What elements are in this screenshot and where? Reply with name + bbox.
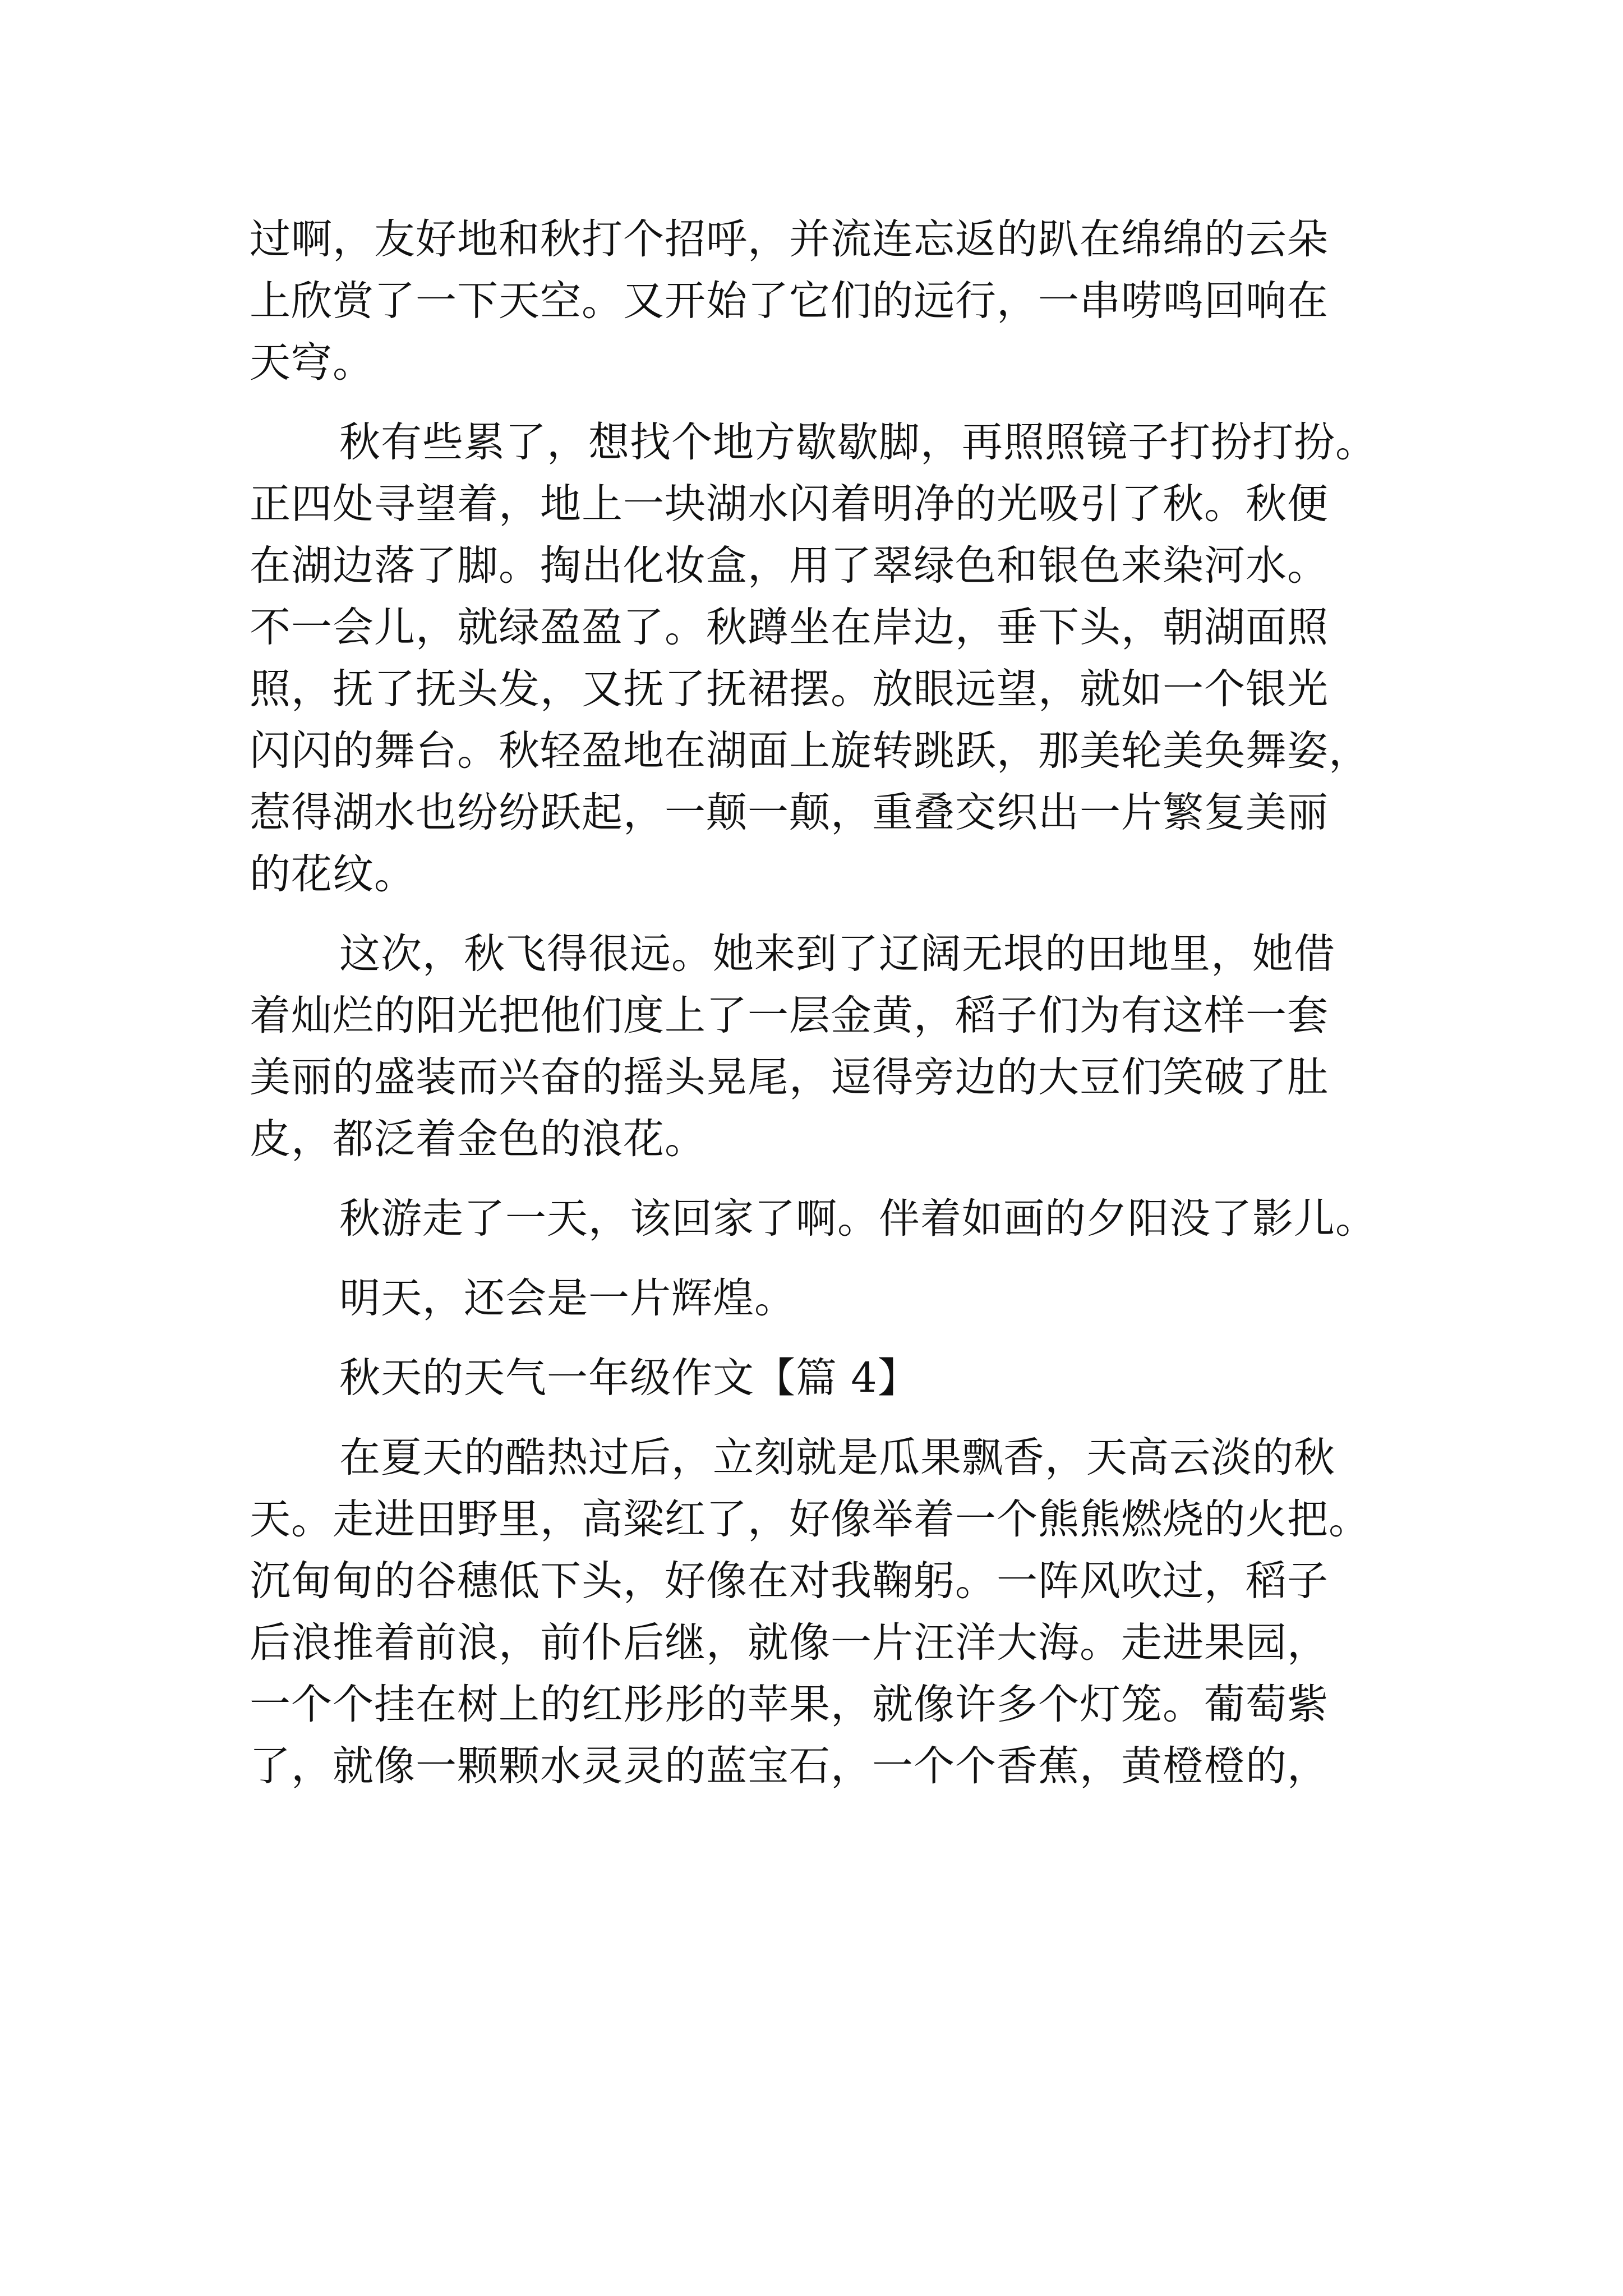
text-line: 不一会儿，就绿盈盈了。秋蹲坐在岸边，垂下头，朝湖面照 (250, 604, 1329, 651)
text-line: 了，就像一颗颗水灵灵的蓝宝石，一个个香蕉，黄橙橙的， (250, 1742, 1329, 1790)
text-line: 后浪推着前浪，前仆后继，就像一片汪洋大海。走进果园， (250, 1619, 1329, 1667)
section-heading: 秋天的天气一年级作文【篇 4】 (339, 1354, 919, 1402)
text-line: 惹得湖水也纷纷跃起，一颠一颠，重叠交织出一片繁复美丽 (250, 789, 1329, 836)
text-line: 皮，都泛着金色的浪花。 (250, 1115, 706, 1163)
text-line: 这次，秋飞得很远。她来到了辽阔无垠的田地里，她借 (339, 930, 1335, 978)
text-line: 沉甸甸的谷穗低下头，好像在对我鞠躬。一阵风吹过，稻子 (250, 1557, 1329, 1605)
text-line: 一个个挂在树上的红彤彤的苹果，就像许多个灯笼。葡萄紫 (250, 1681, 1329, 1728)
text-line: 照，抚了抚头发，又抚了抚裙摆。放眼远望，就如一个银光 (250, 665, 1329, 713)
text-line: 秋游走了一天，该回家了啊。伴着如画的夕阳没了影儿。 (339, 1195, 1377, 1243)
text-line: 过啊，友好地和秋打个招呼，并流连忘返的趴在绵绵的云朵 (250, 215, 1329, 263)
text-line: 着灿烂的阳光把他们度上了一层金黄，稻子们为有这样一套 (250, 992, 1329, 1039)
text-line: 秋有些累了，想找个地方歇歇脚，再照照镜子打扮打扮。 (339, 418, 1377, 466)
text-line: 的花纹。 (250, 850, 416, 898)
text-line: 天。走进田野里，高粱红了，好像举着一个熊熊燃烧的火把。 (250, 1496, 1370, 1543)
text-line: 上欣赏了一下天空。又开始了它们的远行，一串唠鸣回响在 (250, 277, 1329, 325)
text-line: 明天，还会是一片辉煌。 (339, 1274, 796, 1322)
text-line: 闪闪的舞台。秋轻盈地在湖面上旋转跳跃，那美轮美奂舞姿， (250, 727, 1370, 775)
text-line: 天穹。 (250, 339, 374, 386)
text-line: 在夏天的酷热过后，立刻就是瓜果飘香，天高云淡的秋 (339, 1434, 1335, 1481)
text-line: 美丽的盛装而兴奋的摇头晃尾，逗得旁边的大豆们笑破了肚 (250, 1053, 1329, 1101)
text-line: 正四处寻望着，地上一块湖水闪着明净的光吸引了秋。秋便 (250, 480, 1329, 528)
text-line: 在湖边落了脚。掏出化妆盒，用了翠绿色和银色来染河水。 (250, 542, 1329, 590)
essay-text (250, 209, 1399, 1797)
